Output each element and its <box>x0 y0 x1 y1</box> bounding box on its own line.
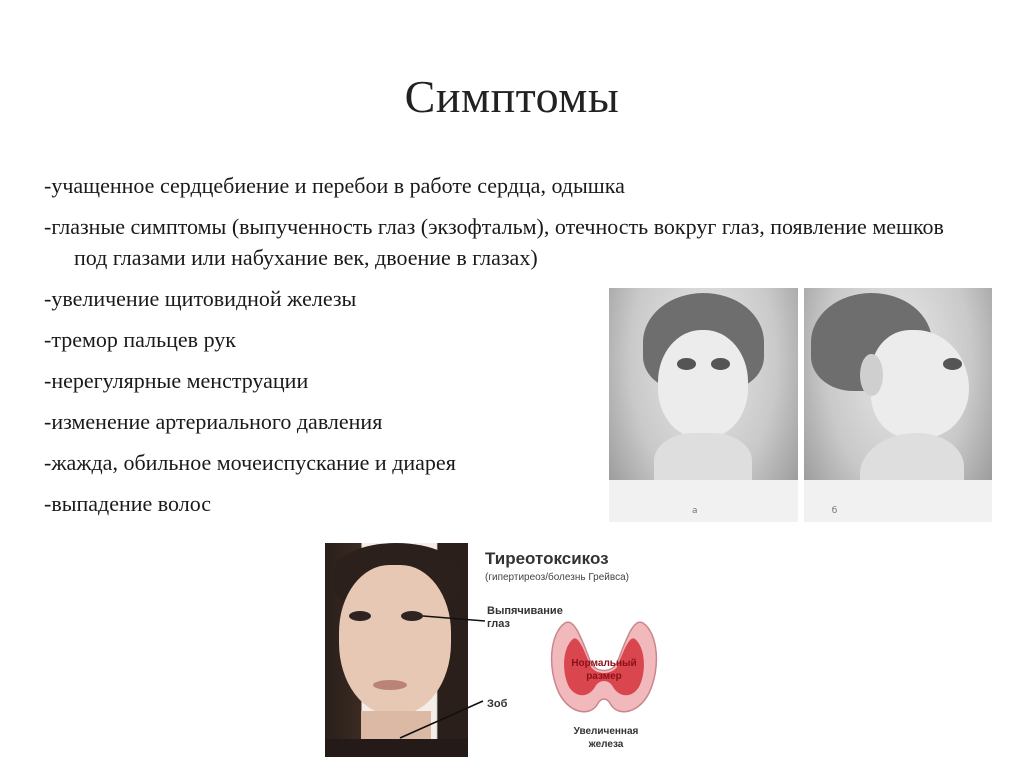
label-goiter: Зоб <box>487 698 508 710</box>
list-item: -учащенное сердцебиение и перебои в работе сердца, одышка <box>44 173 625 198</box>
list-item: -увеличение щитовидной железы <box>44 286 357 311</box>
list-item: -нерегулярные менструации <box>44 368 309 393</box>
photo-label-side: б <box>831 506 838 516</box>
thyroid-gland-illustration <box>545 613 663 729</box>
patient-front-photo <box>609 288 798 522</box>
photo-label-front: а <box>691 506 698 516</box>
slide-title: Симптомы <box>404 71 620 122</box>
list-item: -изменение артериального давления <box>44 409 383 434</box>
list-item: -тремор пальцев рук <box>44 327 236 352</box>
label-normal-size: Нормальный размер <box>571 658 637 682</box>
infographic-title: Тиреотоксикоз <box>485 549 609 568</box>
list-item: -выпадение волос <box>44 491 212 516</box>
patient-side-photo <box>804 288 993 522</box>
patient-photos <box>609 288 992 522</box>
thyrotoxicosis-infographic <box>325 543 685 757</box>
label-eyes: Выпячивание глаз <box>487 605 563 630</box>
infographic-subtitle: (гипертиреоз/болезнь Грейвса) <box>485 572 629 583</box>
list-item: -жажда, обильное мочеиспускание и диарея <box>44 450 456 475</box>
list-item: -глазные симптомы (выпученность глаз (экзофтальм), отечность вокруг глаз, появление мешков под глазами или набухание век, двоение в глазах) <box>44 214 944 270</box>
label-enlarged-gland: Увеличенная железа <box>573 726 639 750</box>
